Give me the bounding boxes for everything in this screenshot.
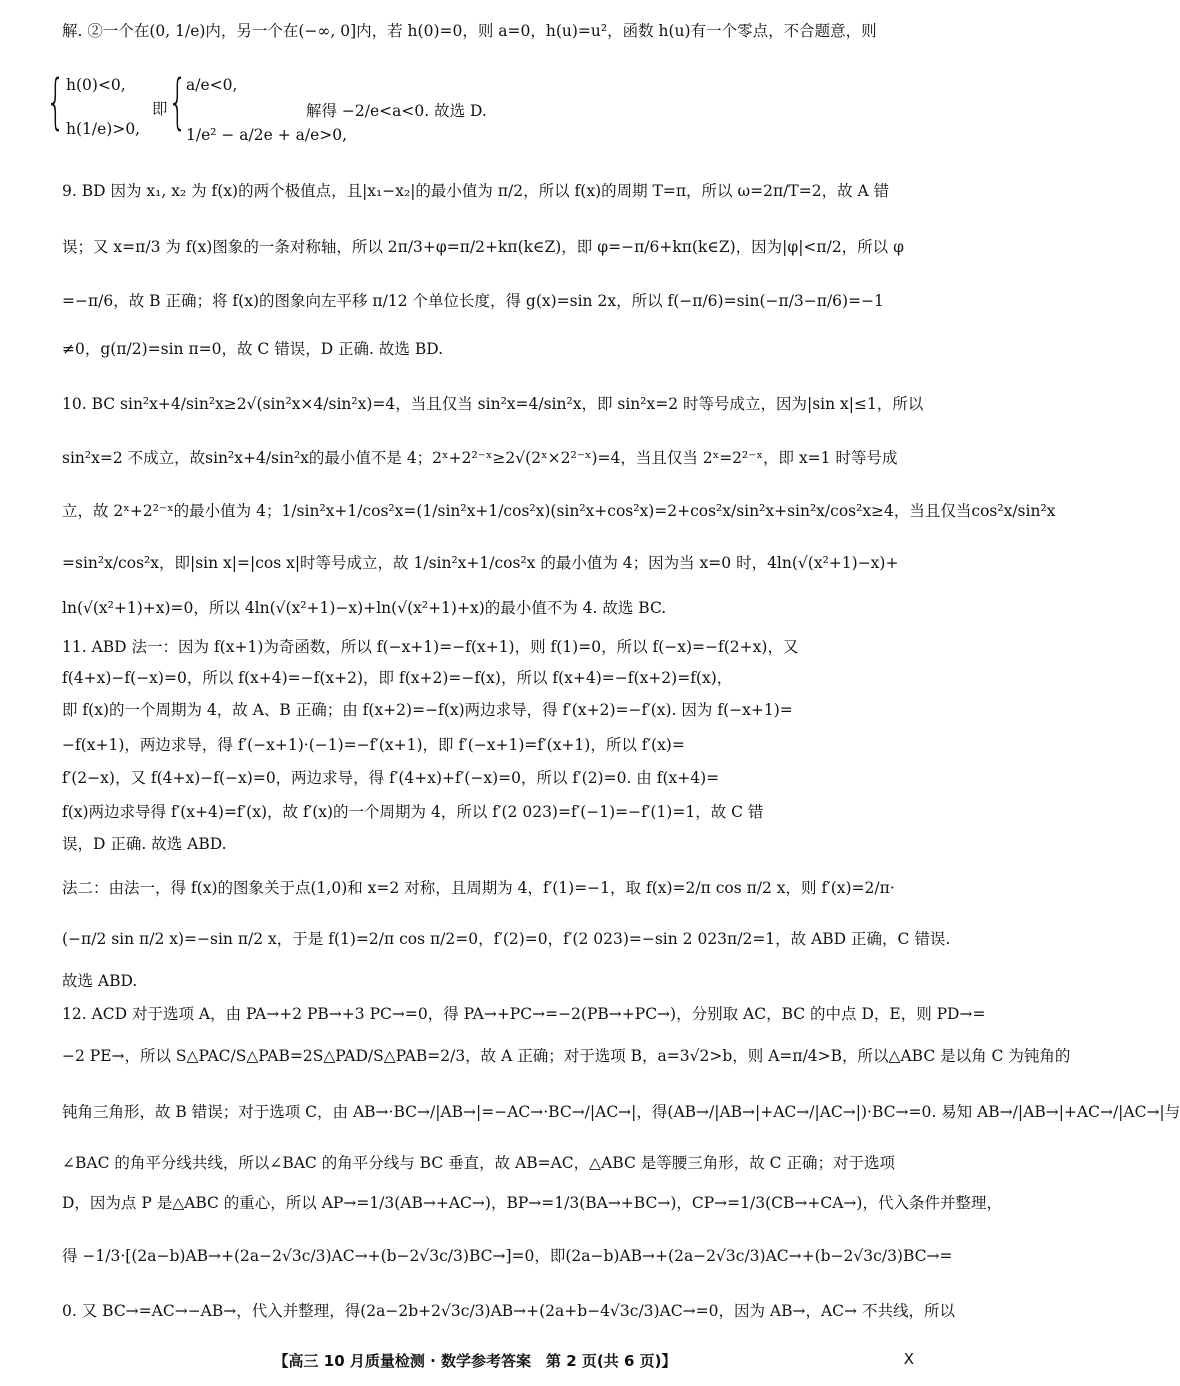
text-line: 立，故 2ˣ+2²⁻ˣ的最小值为 4；1/sin²x+1/cos²x=(1/sin²x+1/cos²x)(sin²x+cos²x)=2+cos²x/sin²x+sin²x/cos²x≥4，当且仅当cos²x/sin²x — [62, 502, 1056, 520]
text-line: 误；又 x=π/3 为 f(x)图象的一条对称轴，所以 2π/3+φ=π/2+kπ(k∈Z)，即 φ=−π/6+kπ(k∈Z)，因为|φ|<π/2，所以 φ — [62, 238, 904, 256]
left-brace: { — [46, 67, 66, 137]
text-line: =−π/6，故 B 正确；将 f(x)的图象向左平移 π/12 个单位长度，得 g(x)=sin 2x，所以 f(−π/6)=sin(−π/3−π/6)=−1 — [62, 292, 884, 310]
text-line: sin²x=2 不成立，故sin²x+4/sin²x的最小值不是 4；2ˣ+2²⁻ˣ≥2√(2ˣ×2²⁻ˣ)=4，当且仅当 2ˣ=2²⁻ˣ，即 x=1 时等号成 — [62, 449, 898, 467]
text-line: 11. ABD 法一：因为 f(x+1)为奇函数，所以 f(−x+1)=−f(x+1)，则 f(1)=0，所以 f(−x)=−f(2+x)，又 — [62, 638, 799, 656]
system-left-1: h(0)<0, — [66, 76, 126, 94]
text-line: ln(√(x²+1)+x)=0，所以 4ln(√(x²+1)−x)+ln(√(x²+1)+x)的最小值不为 4. 故选 BC. — [62, 599, 667, 617]
text-line: f(x)两边求导得 f′(x+4)=f′(x)，故 f′(x)的一个周期为 4，所以 f′(2 023)=f′(−1)=−f′(1)=1，故 C 错 — [62, 803, 764, 821]
text-line: 钝角三角形，故 B 错误；对于选项 C，由 AB→·BC→/|AB→|=−AC→·BC→/|AC→|，得(AB→/|AB→|+AC→/|AC→|)·BC→=0. 易知 AB→/|AB→|+AC→/|AC→|与 — [62, 1103, 1180, 1121]
text-line: ∠BAC 的角平分线共线，所以∠BAC 的角平分线与 BC 垂直，故 AB=AC，△ABC 是等腰三角形，故 C 正确；对于选项 — [62, 1154, 895, 1172]
footer-mark: X — [903, 1350, 914, 1368]
text-line: 得 −1/3·[(2a−b)AB→+(2a−2√3c/3)AC→+(b−2√3c/3)BC→]=0，即(2a−b)AB→+(2a−2√3c/3)AC→+(b−2√3c/3)BC→= — [62, 1247, 953, 1265]
text-line: 法二：由法一，得 f(x)的图象关于点(1,0)和 x=2 对称，且周期为 4，f′(1)=−1，取 f(x)=2/π cos π/2 x，则 f′(x)=2/π· — [62, 879, 895, 897]
system-left-2: h(1/e)>0, — [66, 120, 141, 138]
footer-text: 【高三 10 月质量检测 · 数学参考答案 第 2 页(共 6 页)】 — [273, 1352, 677, 1370]
page-footer — [0, 1350, 950, 1371]
system-right-1: a/e<0, — [186, 76, 238, 94]
text-line: (−π/2 sin π/2 x)=−sin π/2 x，于是 f(1)=2/π cos π/2=0，f′(2)=0，f′(2 023)=−sin 2 023π/2=1，故 ABD 正确，C 错误. — [62, 930, 951, 948]
text-line: ≠0，g(π/2)=sin π=0，故 C 错误，D 正确. 故选 BD. — [62, 340, 444, 358]
text-line: f(4+x)−f(−x)=0，所以 f(x+4)=−f(x+2)，即 f(x+2)=−f(x)，所以 f(x+4)=−f(x+2)=f(x)， — [62, 669, 733, 687]
text-line: 0. 又 BC→=AC→−AB→，代入并整理，得(2a−2b+2√3c/3)AB→+(2a+b−4√3c/3)AC→=0，因为 AB→，AC→ 不共线，所以 — [62, 1302, 955, 1320]
text-line: D，因为点 P 是△ABC 的重心，所以 AP→=1/3(AB→+AC→)，BP→=1/3(BA→+BC→)，CP→=1/3(CB→+CA→)，代入条件并整理， — [62, 1194, 1002, 1212]
text-line: −f(x+1)，两边求导，得 f′(−x+1)·(−1)=−f′(x+1)，即 f′(−x+1)=f′(x+1)，所以 f′(x)= — [62, 736, 685, 754]
text-line: 10. BC sin²x+4/sin²x≥2√(sin²x×4/sin²x)=4，当且仅当 sin²x=4/sin²x，即 sin²x=2 时等号成立，因为|sin x|≤1，所以 — [62, 395, 924, 413]
text-line: 故选 ABD. — [62, 972, 138, 990]
text-line: −2 PE→，所以 S△PAC/S△PAB=2S△PAD/S△PAB=2/3，故 A 正确；对于选项 B，a=3√2>b，则 A=π/4>B，所以△ABC 是以角 C 为钝角的 — [62, 1047, 1071, 1065]
text-line: 误，D 正确. 故选 ABD. — [62, 835, 227, 853]
text-line: f′(2−x)，又 f(4+x)−f(−x)=0，两边求导，得 f′(4+x)+f′(−x)=0，所以 f′(2)=0. 由 f(x+4)= — [62, 769, 720, 787]
system-right-2: 1/e² − a/2e + a/e>0, — [186, 126, 348, 144]
text-line: 9. BD 因为 x₁, x₂ 为 f(x)的两个极值点，且|x₁−x₂|的最小值为 π/2，所以 f(x)的周期 T=π，所以 ω=2π/T=2，故 A 错 — [62, 182, 890, 200]
system-result: 解得 −2/e<a<0. 故选 D. — [306, 102, 487, 120]
text-line: 解. ②一个在(0, 1/e)内，另一个在(−∞, 0]内，若 h(0)=0，则 a=0，h(u)=u²，函数 h(u)有一个零点，不合题意，则 — [62, 22, 877, 40]
right-brace: { — [168, 67, 188, 137]
text-line: 即 f(x)的一个周期为 4，故 A、B 正确；由 f(x+2)=−f(x)两边求导，得 f′(x+2)=−f′(x). 因为 f(−x+1)= — [62, 701, 793, 719]
text-line: 12. ACD 对于选项 A，由 PA→+2 PB→+3 PC→=0，得 PA→+PC→=−2(PB→+PC→)，分别取 AC，BC 的中点 D，E，则 PD→= — [62, 1005, 986, 1023]
text-line: =sin²x/cos²x，即|sin x|=|cos x|时等号成立，故 1/sin²x+1/cos²x 的最小值为 4；因为当 x=0 时，4ln(√(x²+1)−x)+ — [62, 554, 899, 572]
system-mid: 即 — [152, 100, 168, 118]
